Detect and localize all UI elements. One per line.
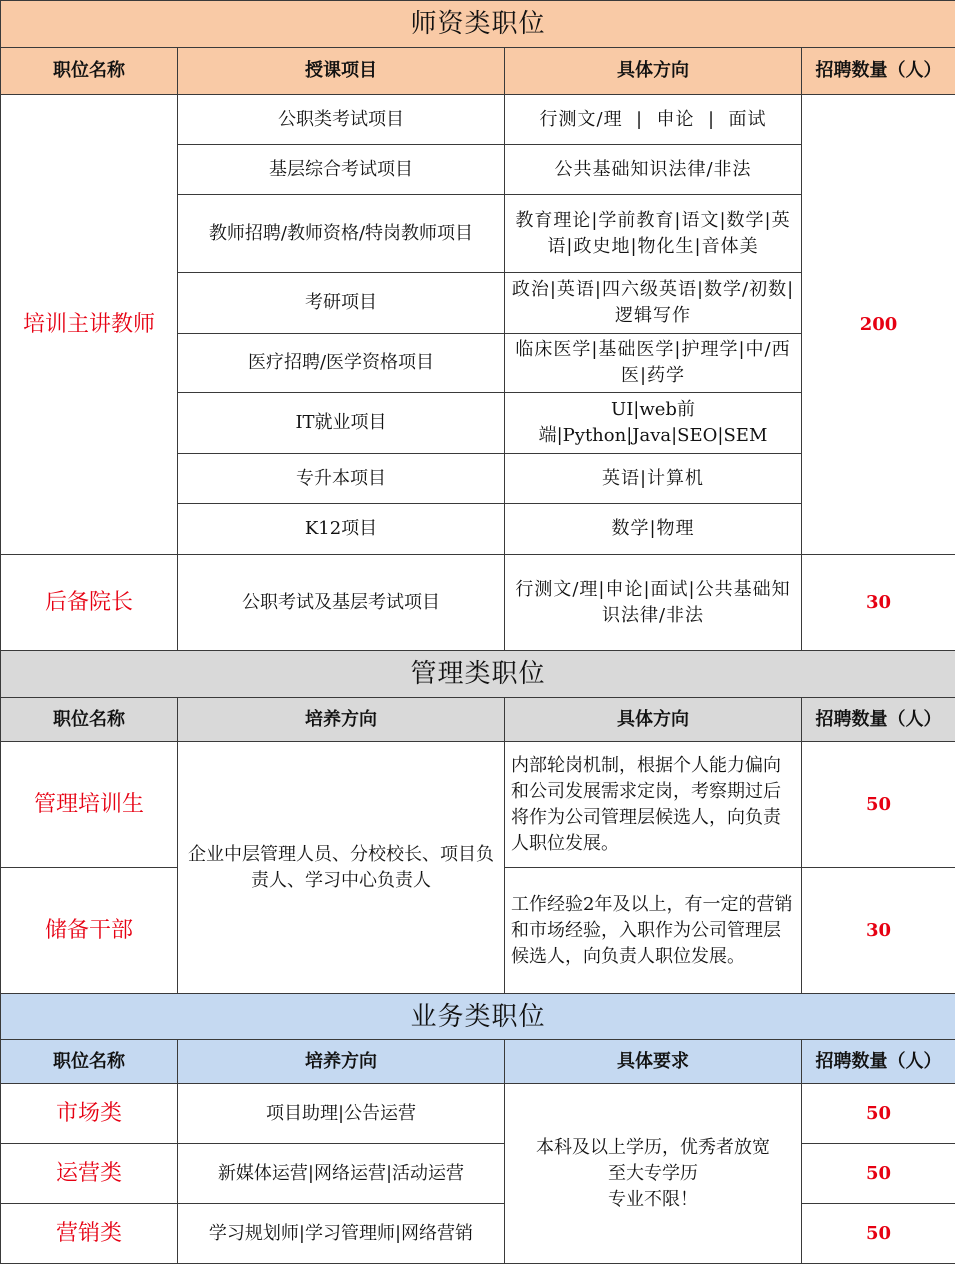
header-training: 培养方向 <box>178 1040 505 1084</box>
table-row <box>1 1204 955 1264</box>
header-training: 培养方向 <box>178 698 505 742</box>
position-sales: 营销类 <box>1 1204 178 1264</box>
requirement-cell <box>505 1084 802 1264</box>
direction-cell: 临床医学|基础医学|护理学|中/西医|药学 <box>505 334 802 393</box>
table-row <box>1 742 955 868</box>
table-row <box>1 555 955 651</box>
direction-cell: 公共基础知识法律/非法 <box>505 145 802 195</box>
management-header-row <box>1 698 955 742</box>
direction-cell: 数学|物理 <box>505 504 802 555</box>
position-trainee: 管理培训生 <box>1 742 178 868</box>
detail-cell: 内部轮岗机制，根据个人能力偏向和公司发展需求定岗，考察期过后将作为公司管理层候选人，向负责人职位发展。 <box>505 742 802 868</box>
direction-cell: 行测文/理|申论|面试|公共基础知识法律/非法 <box>505 555 802 651</box>
position-dean: 后备院长 <box>1 555 178 651</box>
project-cell: IT就业项目 <box>178 393 505 454</box>
direction-cell: 政治|英语|四六级英语|数学/初数|逻辑写作 <box>505 273 802 334</box>
header-count: 招聘数量（人） <box>802 48 955 95</box>
management-section-row <box>1 651 955 698</box>
requirement-line: 本科及以上学历，优秀者放宽 <box>511 1135 795 1161</box>
direction-cell: 学习规划师|学习管理师|网络营销 <box>178 1204 505 1264</box>
table-row <box>1 1144 955 1204</box>
project-cell: 公职类考试项目 <box>178 95 505 145</box>
header-direction: 具体方向 <box>505 698 802 742</box>
header-position: 职位名称 <box>1 48 178 95</box>
shared-direction-cell: 企业中层管理人员、分校校长、项目负责人、学习中心负责人 <box>178 742 505 994</box>
header-position: 职位名称 <box>1 1040 178 1084</box>
teacher-section-row <box>1 1 955 48</box>
requirement-line: 至大专学历 <box>511 1161 795 1187</box>
direction-cell: 英语|计算机 <box>505 454 802 504</box>
project-cell: 考研项目 <box>178 273 505 334</box>
project-cell: K12项目 <box>178 504 505 555</box>
count-operations: 50 <box>802 1144 955 1204</box>
business-section-row <box>1 994 955 1040</box>
count-marketing: 50 <box>802 1084 955 1144</box>
count-trainee: 50 <box>802 742 955 868</box>
teacher-section-title: 师资类职位 <box>1 1 955 48</box>
management-section-title: 管理类职位 <box>1 651 955 698</box>
direction-cell: 新媒体运营|网络运营|活动运营 <box>178 1144 505 1204</box>
count-reserve-cadre: 30 <box>802 868 955 994</box>
table-row <box>1 95 955 145</box>
header-position: 职位名称 <box>1 698 178 742</box>
position-reserve-cadre: 储备干部 <box>1 868 178 994</box>
header-requirement: 具体要求 <box>505 1040 802 1084</box>
detail-cell: 工作经验2年及以上，有一定的营销和市场经验，入职作为公司管理层候选人，向负责人职位发展。 <box>505 868 802 994</box>
project-cell: 专升本项目 <box>178 454 505 504</box>
project-cell: 公职考试及基层考试项目 <box>178 555 505 651</box>
count-dean: 30 <box>802 555 955 651</box>
teacher-header-row <box>1 48 955 95</box>
direction-cell: 项目助理|公告运营 <box>178 1084 505 1144</box>
direction-cell: 行测文/理 | 申论 | 面试 <box>505 95 802 145</box>
position-operations: 运营类 <box>1 1144 178 1204</box>
business-header-row <box>1 1040 955 1084</box>
requirement-line: 专业不限！ <box>511 1187 795 1213</box>
header-project: 授课项目 <box>178 48 505 95</box>
count-sales: 50 <box>802 1204 955 1264</box>
header-count: 招聘数量（人） <box>802 1040 955 1084</box>
project-cell: 基层综合考试项目 <box>178 145 505 195</box>
position-lecturer: 培训主讲教师 <box>1 95 178 555</box>
table-row <box>1 1084 955 1144</box>
position-marketing: 市场类 <box>1 1084 178 1144</box>
direction-cell: 教育理论|学前教育|语文|数学|英语|政史地|物化生|音体美 <box>505 195 802 273</box>
project-cell: 教师招聘/教师资格/特岗教师项目 <box>178 195 505 273</box>
business-section-title: 业务类职位 <box>1 994 955 1040</box>
project-cell: 医疗招聘/医学资格项目 <box>178 334 505 393</box>
count-lecturer: 200 <box>802 95 955 555</box>
direction-cell: UI|web前端|Python|Java|SEO|SEM <box>505 393 802 454</box>
header-direction: 具体方向 <box>505 48 802 95</box>
header-count: 招聘数量（人） <box>802 698 955 742</box>
